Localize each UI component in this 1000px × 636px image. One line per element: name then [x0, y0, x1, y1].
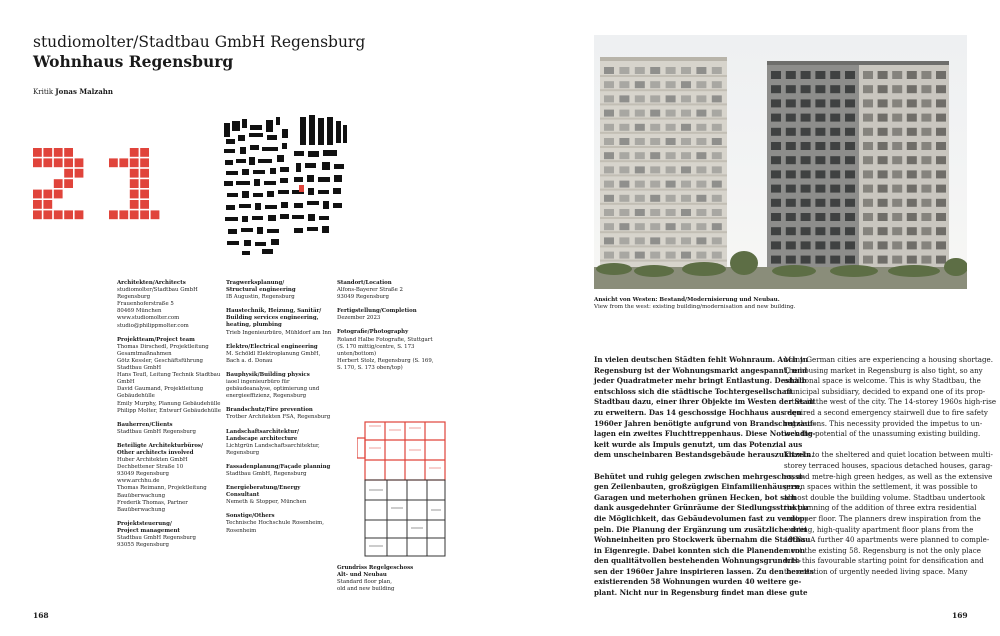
credit-label: Energieberatung/Energy Consultant	[226, 485, 301, 499]
credit-line: www.studiomolter.com	[117, 315, 180, 322]
credits-column-1	[117, 280, 221, 556]
number-pixel	[140, 200, 149, 209]
text-line: municipal subsidiary, decided to expand one of its prop-	[784, 386, 986, 396]
number-pixel	[130, 210, 139, 219]
credit-line: Hans Teufl, Leitung Technik Stadtbau	[117, 372, 221, 379]
credit-line: Lichtgrün Landschaftsarchitektur,	[226, 442, 320, 449]
credit-line: Technische Hochschule Rosenheim,	[226, 520, 324, 527]
credit-label: Landschaftsarchitektur/	[226, 428, 299, 435]
text-line: keit wurde als Impuls genutzt, um das Potenzial aus	[594, 439, 803, 449]
text-line: additional space is welcome. This is why Stadtbau, the	[784, 376, 981, 386]
photo-caption-en: View from the west: existing building/modernisation and new building.	[594, 304, 796, 311]
kritik-byline	[33, 87, 113, 96]
text-line: units per floor. The planners drew inspiration from the	[784, 513, 981, 523]
floor-plan-caption	[337, 565, 413, 593]
floor-plan-caption-line: old and new building	[337, 586, 395, 592]
credit-line: Frederik Thomas, Partner	[117, 499, 188, 506]
credit-block	[226, 513, 334, 534]
credit-block	[226, 372, 334, 400]
credit-label: Bauphysik/Building physics	[226, 371, 310, 378]
kritik-label: Kritik	[33, 88, 54, 96]
number-pixel	[54, 190, 63, 199]
text-line: existing, high-quality apartment floor plans from the	[784, 524, 974, 534]
building-photo	[594, 35, 967, 289]
text-line: Regensburg ist der Wohnungsmarkt angespannt, und	[594, 365, 808, 375]
credit-label: Haustechnik, Heizung, Sanitär/	[226, 308, 322, 315]
project-subtitle: Wohnhaus Regensburg	[33, 52, 234, 71]
text-line: Thanks to the sheltered and quiet location between multi-	[784, 450, 993, 460]
kritik-author: Jonas Malzahn	[55, 87, 113, 96]
text-line: Behütet und ruhig gelegen zwischen mehrgeschossi-	[594, 471, 805, 481]
number-pixel	[43, 190, 52, 199]
credit-line: studiomolter/Stadtbau GmbH	[117, 287, 198, 294]
credit-label: Sonstige/Others	[226, 513, 275, 520]
number-pixel	[130, 158, 139, 167]
credit-block	[226, 308, 334, 336]
credit-block	[226, 407, 334, 421]
floor-plan-caption-line: Standard floor plan,	[337, 579, 392, 585]
credit-block	[117, 337, 221, 415]
credit-line: Alfons-Bayerer Straße 2	[337, 287, 403, 294]
credit-block	[226, 429, 334, 457]
number-pixel	[54, 148, 63, 157]
number-pixel	[64, 169, 73, 178]
credit-label: Elektro/Electrical engineering	[226, 343, 318, 350]
credit-block	[226, 280, 334, 301]
credit-line: Huber Architekten GmbH	[117, 457, 188, 464]
number-pixel	[130, 148, 139, 157]
credit-line: IB Augustin, Regensburg	[226, 294, 295, 301]
text-line: jeder Quadratmeter mehr bringt Entlastung. Deshalb	[594, 376, 807, 386]
text-line: Many German cities are experiencing a housing shortage.	[784, 355, 993, 364]
credit-line: Thomas Dirschedl, Projektleitung	[117, 343, 209, 350]
number-pixel	[109, 158, 118, 167]
text-line: dank ausgedehnter Grünräume der Siedlungsstruktur	[594, 503, 810, 513]
number-pixel	[140, 169, 149, 178]
credit-line: David Gaumand, Projektleitung	[117, 386, 204, 393]
credit-line: Dezember 2023	[337, 315, 381, 322]
credit-label: Architekten/Architects	[117, 280, 186, 286]
credit-label: Projektteam/Project team	[117, 336, 195, 343]
text-line: dem unscheinbaren Bestandsgebäude herauszukitzeln.	[594, 450, 814, 460]
credit-line: Regensburg	[117, 294, 151, 301]
credit-line: Bauüberwachung	[117, 506, 166, 513]
number-pixel	[140, 158, 149, 167]
credit-block	[117, 422, 221, 436]
text-line: regulations. This necessity provided the impetus to un-	[784, 418, 983, 428]
credit-line: Gesamtmaßnahmen	[117, 350, 172, 357]
credit-line: Dechbettener Straße 10	[117, 464, 184, 471]
number-pixel	[33, 210, 42, 219]
number-pixel	[54, 158, 63, 167]
text-line: existierenden 58 Wohnungen wurden 40 weitere ge-	[594, 577, 802, 587]
credit-line: GmbH	[117, 379, 135, 386]
credit-line: Stadtbau GmbH Regensburg	[117, 535, 196, 541]
number-pixel	[43, 200, 52, 209]
number-pixel	[64, 158, 73, 167]
number-pixel	[130, 169, 139, 178]
text-line: the planning of the addition of three extra residential	[784, 503, 977, 513]
number-pixel	[140, 210, 149, 219]
number-pixel	[54, 179, 63, 188]
photo-caption	[594, 297, 795, 312]
credits-column-2	[226, 280, 334, 542]
number-pixel	[64, 179, 73, 188]
credit-label: Building services engineering,	[226, 315, 319, 322]
credit-label: Landscape architecture	[226, 435, 298, 442]
text-line: es, and metre-high green hedges, as well as the extensive	[784, 471, 993, 481]
credit-label: Fertigstellung/Completion	[337, 308, 417, 315]
number-pixel	[54, 210, 63, 219]
credit-line: 93055 Regensburg	[117, 542, 169, 549]
credit-block	[117, 521, 221, 549]
text-line: in Eigenregie. Dabei konnten sich die Planenden von	[594, 545, 806, 555]
credit-line: Nemeth & Stopper, München	[226, 499, 307, 506]
text-line: The housing market in Regensburg is also tight, so any	[784, 365, 983, 375]
number-pixel	[33, 190, 42, 199]
text-line: 1960er Jahren benötigte aufgrund von Brandschutzauf-	[594, 418, 816, 428]
credit-line: Regensburg	[226, 449, 260, 456]
text-line: Wohneinheiten pro Stockwerk übernahm die Stadtbau	[594, 535, 811, 545]
credit-line: S. 170, S. 173 oben/top)	[337, 364, 403, 371]
number-pixel	[119, 210, 128, 219]
credit-line: Stadtbau GmbH, Regensburg	[226, 470, 307, 477]
number-pixel	[43, 158, 52, 167]
credit-line: unten/bottom)	[337, 350, 377, 357]
credit-line: Rosenheim	[226, 527, 257, 534]
text-line: ment the existing 58. Regensburg is not the only place	[784, 545, 981, 555]
credit-line: Bauüberwachung	[117, 492, 166, 499]
text-line: lagen ein zweites Fluchttreppenhaus. Diese Notwendig-	[594, 429, 816, 439]
credit-label: heating, plumbing	[226, 322, 282, 329]
text-line: entschloss sich die städtische Tochtergesellschaft	[594, 386, 793, 396]
credit-line: Emily Murphy, Planung Gebäudehülle	[117, 400, 221, 407]
number-pixel	[64, 210, 73, 219]
credit-label: Project management	[117, 527, 180, 534]
credit-line: Stadtbau GmbH	[117, 365, 162, 372]
floor-plan-caption-line: Grundriss Regelgeschoss	[337, 565, 414, 571]
body-text-english	[784, 355, 997, 577]
text-line: plant. Nicht nur in Regensburg findet man diese gute	[594, 588, 808, 598]
credits-column-3	[337, 280, 441, 379]
number-pixel	[43, 148, 52, 157]
credit-line: Götz Kessler, Geschäftsführung	[117, 357, 204, 364]
number-pixel	[75, 169, 84, 178]
project-title: studiomolter/Stadtbau GmbH Regensburg	[33, 33, 366, 51]
credit-line: Stadtbau GmbH Regensburg	[117, 428, 196, 435]
credit-line: studio@philippmolter.com	[117, 322, 189, 329]
floor-plan-caption-line: Alt- und Neubau	[337, 572, 387, 578]
credit-line: Gebäudehülle	[117, 393, 155, 400]
page-number-left: 168	[33, 611, 49, 620]
credit-line: www.archhu.de	[117, 478, 160, 485]
credit-line: Thomas Reimann, Projektleitung	[117, 485, 207, 492]
credit-line: M. Schöldl Elektroplanung GmbH,	[226, 350, 321, 357]
credit-block	[337, 280, 441, 301]
number-pixel	[33, 200, 42, 209]
photo-caption-de: Ansicht von Westen: Bestand/Modernisierung und Neubau.	[594, 297, 780, 303]
number-pixel	[75, 158, 84, 167]
number-pixel	[130, 200, 139, 209]
text-line: with this favourable starting point for densification and	[784, 556, 984, 566]
number-pixel	[151, 210, 160, 219]
text-line: almost double the building volume. Stadtbau undertook	[784, 492, 986, 502]
credit-label: Structural engineering	[226, 287, 296, 294]
credit-label: Projektsteuerung/	[117, 520, 172, 527]
text-line: In vielen deutschen Städten fehlt Wohnraum. Auch in	[594, 355, 808, 364]
credit-line: Trotber Architekten FSA, Regensburg	[226, 414, 331, 421]
credit-line: Herbert Stolz, Regensburg (S. 169,	[337, 357, 434, 364]
text-line: erties in the west of the city. The 14-storey 1960s high-rise	[784, 397, 997, 407]
number-pixel	[75, 210, 84, 219]
text-line: storey terraced houses, spacious detached houses, garag-	[784, 460, 993, 470]
number-pixel	[33, 158, 42, 167]
text-line: the creation of urgently needed living space. Many	[784, 566, 968, 576]
credit-line: iaoel ingenieurbüro für	[226, 379, 290, 386]
text-line: peln. Die Planung der Ergänzung um zusätzliche drei	[594, 524, 807, 534]
number-pixel	[140, 190, 149, 199]
credit-block	[117, 280, 221, 330]
number-pixel	[119, 158, 128, 167]
credit-label: Standort/Location	[337, 280, 392, 286]
credit-line: 93049 Regensburg	[337, 294, 389, 301]
text-line: zu erweitern. Das 14 geschossige Hochhaus aus den	[594, 407, 802, 417]
page-number-right: 169	[952, 611, 968, 620]
number-pixel	[33, 148, 42, 157]
credit-block	[226, 464, 334, 478]
text-line: Stadtbau dazu, einer ihrer Objekte im Westen der Stadt	[594, 397, 816, 407]
credit-label: Brandschutz/Fire prevention	[226, 407, 313, 414]
credit-line: 80469 München	[117, 308, 162, 315]
credit-label: Bauherren/Clients	[117, 421, 173, 428]
text-line: Garagen und meterhohen grünen Hecken, bot sich	[594, 492, 797, 502]
credit-label: Tragwerksplanung/	[226, 280, 285, 286]
number-pixel	[130, 190, 139, 199]
credit-line: Philipp Molter, Entwurf Gebäudehülle	[117, 407, 221, 414]
number-pixel	[140, 179, 149, 188]
credit-line: Roland Halbe Fotografie, Stuttgart	[337, 336, 433, 343]
credit-line: energieeffizienz, Regensburg	[226, 393, 307, 400]
number-pixel	[140, 148, 149, 157]
floor-plan-drawing	[357, 420, 447, 560]
credit-label: Fassadenplanung/Façade planning	[226, 463, 331, 470]
credit-block	[117, 443, 221, 514]
credit-label: Fotografie/Photography	[337, 329, 409, 336]
site-plan-map	[222, 115, 360, 255]
credit-line: Frauenhoferstraße 5	[117, 301, 174, 308]
credit-block	[337, 329, 441, 372]
body-text-german	[594, 355, 816, 599]
text-line: gen Zeilenbauten, großzügigen Einfamilienhäusern,	[594, 482, 803, 492]
text-line: die Möglichkeit, das Gebäudevolumen fast zu verdop-	[594, 513, 808, 523]
text-line: sen der 1960er Jahre inspirieren lassen. Zu den bereits	[594, 566, 814, 576]
project-number-21	[33, 148, 210, 221]
credit-block	[337, 308, 441, 322]
credit-line: Trieb Ingenieurbüro, Mühldorf am Inn	[226, 329, 332, 336]
credit-label: Other architects involved	[117, 449, 194, 456]
credit-line: Bach a. d. Donau	[226, 357, 273, 364]
credit-block	[226, 485, 334, 506]
credit-line: (S. 170 mittig/centre, S. 173	[337, 343, 415, 350]
text-line: lock the potential of the unassuming existing building.	[784, 429, 981, 439]
text-line: required a second emergency stairwell due to fire safety	[784, 407, 988, 417]
number-pixel	[43, 210, 52, 219]
text-line: 1960s. A further 40 apartments were planned to comple-	[784, 535, 990, 545]
credit-line: 93049 Regensburg	[117, 471, 169, 478]
credit-line: gebäudeanalyse, optimierung und	[226, 386, 320, 393]
credit-label: Beteiligte Architekturbüros/	[117, 442, 203, 449]
number-pixel	[130, 179, 139, 188]
number-pixel	[64, 148, 73, 157]
text-line: den qualitätvollen bestehenden Wohnungsgrundris-	[594, 556, 801, 566]
number-pixel	[109, 210, 118, 219]
credit-block	[226, 344, 334, 365]
text-line: green spaces within the settlement, it was possible to	[784, 482, 978, 492]
